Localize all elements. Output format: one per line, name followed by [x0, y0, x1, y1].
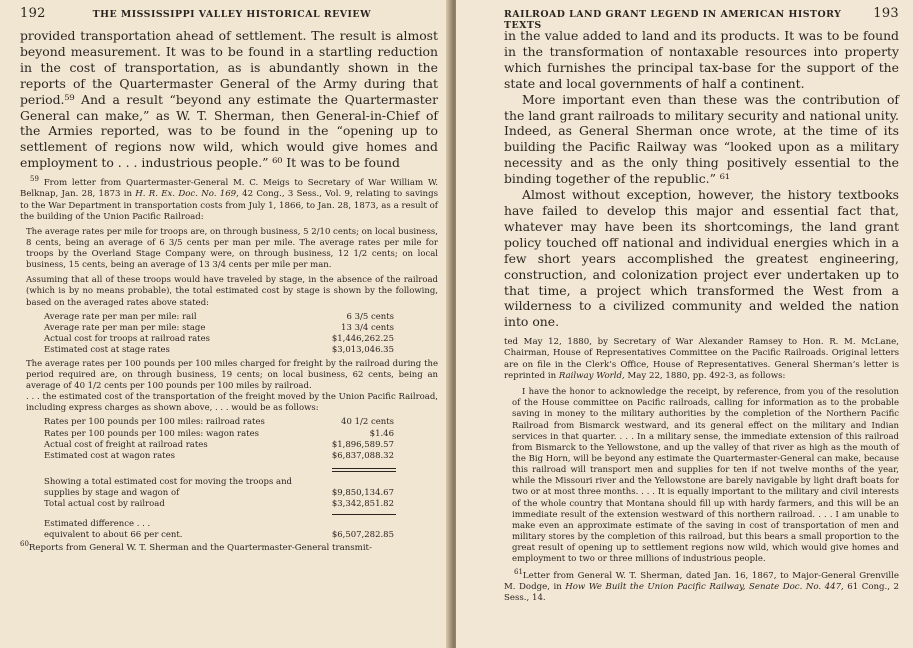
troops-cost-label: Average rate per man per mile: rail	[44, 311, 197, 322]
freight-cost-value: $6,837,088.32	[331, 450, 394, 461]
troops-cost-label: Average rate per man per mile: stage	[44, 322, 206, 333]
right-running-head	[504, 6, 899, 31]
footnote-60-continued	[504, 337, 899, 382]
freight-cost-row	[44, 429, 394, 440]
sherman-quote: I have the honor to acknowledge the receipt, by reference, from you of the resolution of the House committee on Pacific railroads, calling for information as to the probable saving in money to the military authorities by the completion of the Northern Pacific Railroad from Bismarck westward, and its general effect on the military and Indian services in that quarter. . . . In a military sense, the immediate extension of this railroad from Bismarck to the Yellowstone, and up the valley of that river as high as the mouth of the Big Horn, will be beyond any estimate the Quartermaster-General can make, because this railroad will transport men and supplies for ten if not twelve months of the year, while the Missouri river and the Yellowstone are barely navigable by light draft boats for two or at most three months. . . . It is equally important to the military and civil interests of the whole country that Montana should fill up with hardy farmers, and this will be an immediate result of the extension westward of this northern railroad. . . . I am unable to make even an approximate estimate of the saving in cost of transportation of men and military stores by the completion of this railroad, but this bears a small proportion to the great result of opening up to settlement regions now wild, which would give homes and employment to two or three millions of industrious people.	[512, 387, 899, 565]
summary-estimated-label: Showing a total estimated cost for moving the troops and	[44, 476, 293, 487]
troops-cost-value: 13 3/4 cents	[341, 322, 394, 333]
difference-table	[44, 519, 394, 541]
freight-cost-value: 40 1/2 cents	[341, 417, 394, 428]
freight-cost-label: Estimated cost at wagon rates	[44, 450, 175, 461]
left-body-paragraph: provided transportation ahead of settlement. The result is almost beyond measurement. It was to be found in a startling reduction in the cost of transportation, as is abundantly shown in the reports of the Quartermaster General of the Army during that period.⁵⁹ And a result “beyond any estimate the Quartermaster General can make,” as W. T. Sherman, then General-in-Chief of the Armies reported, was to be found in the “opening up to settlement of regions now wild, which would give homes and employment to . . . industrious people.” ⁶⁰ It was to be found	[20, 28, 438, 171]
footnote-61-marker: 61	[514, 567, 523, 576]
troops-cost-value: 6 3/5 cents	[346, 311, 394, 322]
summary-estimated-value: $9,850,134.67	[331, 487, 394, 498]
footnote-59-marker: 59	[30, 175, 39, 184]
left-body	[20, 28, 438, 171]
freight-cost-row	[44, 440, 394, 451]
troops-cost-value: $3,013,046.35	[331, 344, 394, 355]
right-body	[504, 28, 899, 330]
difference-label: Estimated difference . . .	[44, 519, 151, 530]
freight-cost-row	[44, 451, 394, 462]
quote-freight: The average rates per 100 pounds per 100 miles charged for freight by the railroad during the period required are, on through business, 19 cents; on local business, 62 cents, being an average of 40 1/2 cents per 100 pounds per 100 miles by railroad.	[26, 359, 438, 392]
footnote-59	[20, 175, 439, 223]
footnote-60-cont-a: ted May 12, 1880, by Secretary of War Alexander Ramsey to Hon. R. M. McLane, Chairman, House of Representatives Committee on the Pacific Railroads. Original letters are on file in the Clerk’s Office, House of Representatives. General Sherman’s letter is reprinted in	[504, 337, 899, 381]
footnote-61	[504, 567, 899, 605]
troops-cost-row	[44, 312, 394, 323]
freight-cost-value: $1.46	[369, 428, 394, 439]
right-running-title: RAILROAD LAND GRANT LEGEND IN AMERICAN HISTORY TEXTS	[504, 9, 842, 31]
left-page-number: 192	[20, 6, 46, 21]
right-paragraph-2: More important even than these was the contribution of the land grant railroads to military security and national unity. Indeed, as General Sherman once wrote, at the time of its building the Pacific Railway was “looked upon as a military necessity and as the only thing positively essential to the binding together of the republic.” ⁶¹	[504, 91, 899, 187]
footnote-59-text-b: 42 Cong., 3 Sess., Vol. 9, relating to savings to the War Department in transportation costs from July 1, 1866, to Jan. 28, 1873, as a result of the building of the Union Pacific Railroad:	[20, 189, 438, 222]
troops-cost-value: $1,446,262.25	[331, 333, 394, 344]
summary-table	[44, 477, 394, 510]
troops-cost-table	[44, 312, 394, 356]
summary-row-actual	[44, 499, 394, 510]
freight-cost-label: Rates per 100 pounds per 100 miles: railroad rates	[44, 417, 265, 428]
summary-row-estimated	[44, 477, 394, 488]
footnote-61-text-b: 61 Cong., 2 Sess., 14.	[504, 581, 899, 603]
footnote-59-doc: H. R. Ex. Doc. No. 169,	[135, 189, 239, 200]
summary-actual-label: Total actual cost by railroad	[44, 499, 165, 510]
footnote-60-marker: 60	[20, 540, 29, 549]
footnote-61-text-a: Letter from General W. T. Sherman, dated Jan. 16, 1867, to Major-General Grenville M. Dodge, in	[504, 570, 899, 592]
left-page	[0, 0, 452, 648]
sum-rule-2	[332, 471, 396, 472]
left-running-head	[20, 6, 438, 28]
freight-cost-row	[44, 417, 394, 428]
sum-rule	[332, 468, 396, 469]
troops-cost-label: Estimated cost at stage rates	[44, 344, 170, 355]
right-page-number: 193	[873, 6, 899, 21]
troops-cost-label: Actual cost for troops at railroad rates	[44, 333, 210, 344]
freight-cost-label: Actual cost of freight at railroad rates	[44, 439, 208, 450]
footnote-60-cont-b: May 22, 1880, pp. 492-3, as follows:	[624, 370, 786, 381]
freight-cost-table	[44, 417, 394, 461]
right-paragraph-1: in the value added to land and its products. It was to be found in the transformation of nontaxable resources into property which furnishes the principal tax-base for the support of the state and local governments of half a continent.	[504, 28, 899, 91]
freight-cost-label: Rates per 100 pounds per 100 miles: wagon rates	[44, 428, 259, 439]
summary-estimated-label-2: supplies by stage and wagon of	[44, 487, 180, 498]
summary-actual-value: $3,342,851.82	[331, 499, 394, 510]
footnote-61-title: How We Built the Union Pacific Railway, Senate Doc. No. 447,	[565, 581, 844, 592]
difference-value: $6,507,282.85	[331, 530, 394, 541]
troops-cost-row	[44, 334, 394, 345]
difference-label-2: equivalent to about 66 per cent.	[44, 530, 183, 541]
quote-union: . . . the estimated cost of the transportation of the freight moved by the Union Pacific Railroad, including express charges as shown above, . . . would be as follows:	[26, 392, 438, 414]
right-paragraph-3: Almost without exception, however, the history textbooks have failed to develop this major and essential fact that, whatever may have been its shortcomings, the land grant policy touched off national and individual energies which in a few short years accomplished the greatest engineering, construction, and colonization project ever undertaken up to that time, a project which transformed the West from a wilderness to a civilized community and welded the nation into one.	[504, 187, 899, 330]
freight-cost-value: $1,896,589.57	[331, 439, 394, 450]
footnote-60-publication: Railway World,	[558, 370, 625, 381]
difference-rule	[332, 514, 396, 515]
left-running-title: THE MISSISSIPPI VALLEY HISTORICAL REVIEW	[92, 9, 372, 20]
footnote-59-text-a: From letter from Quartermaster-General M. C. Meigs to Secretary of War William W. Belknap, Jan. 28, 1873 in	[20, 178, 439, 200]
footnote-60-text: Reports from General W. T. Sherman and the Quartermaster-General transmit-	[28, 543, 372, 554]
quote-assuming: Assuming that all of these troops would have traveled by stage, in the absence of the railroad (which is by no means probable), the total estimated cost by stage is shown by the following, based on the averaged rates above stated:	[26, 275, 438, 308]
troops-cost-row	[44, 345, 394, 356]
summary-row-estimated-2	[44, 488, 394, 499]
quote-rates: The average rates per mile for troops are, on through business, 5 2/10 cents; on local business, 8 cents, being an average of 6 3/5 cents per man per mile. The average rates per mile for troops by the Overland Stage Company were, on through business, 12 1/2 cents; on local business, 15 cents, being an average of 13 3/4 cents per mile per man.	[26, 226, 438, 271]
footnote-60	[20, 540, 438, 554]
troops-cost-row	[44, 323, 394, 334]
difference-row	[44, 519, 394, 530]
right-page	[456, 0, 913, 648]
difference-row-2	[44, 530, 394, 541]
